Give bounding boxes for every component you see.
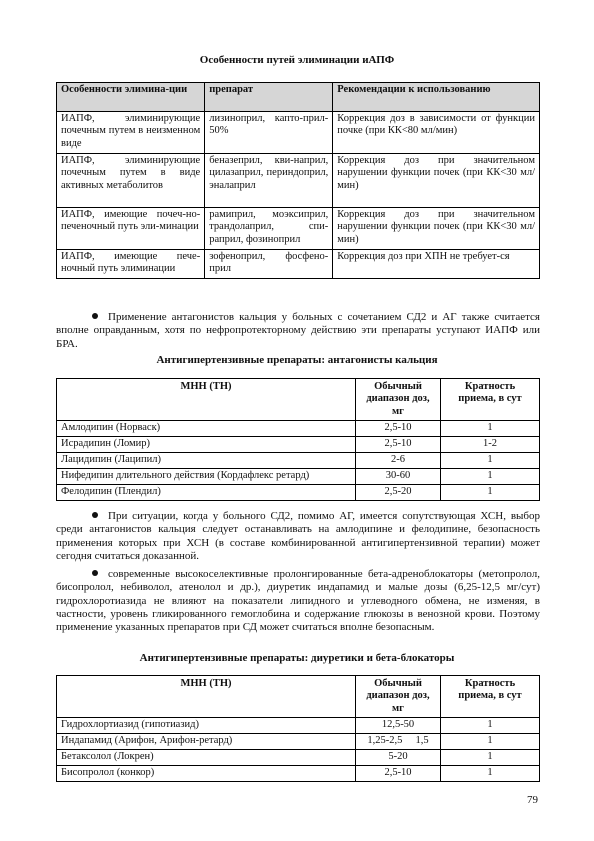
table-cell: Фелодипин (Плендил): [57, 484, 356, 500]
diuretics-betablockers-table: [56, 675, 540, 782]
page-number: 79: [527, 794, 538, 806]
table-cell: 1: [441, 484, 540, 500]
paragraph: [56, 568, 540, 634]
table-cell: Исрадипин (Ломир): [57, 436, 356, 452]
bullet-icon: [92, 570, 98, 576]
table-cell: Амлодипин (Норваск): [57, 420, 356, 436]
table-cell: Индапамид (Арифон, Арифон-ретард): [57, 733, 356, 749]
header-cell: Особенности элимина-ции: [57, 83, 205, 112]
table-cell: 1: [441, 468, 540, 484]
table-row: [57, 749, 540, 765]
table-row: [57, 717, 540, 733]
table-header-row: [57, 379, 540, 421]
table-cell: 2-6: [356, 452, 441, 468]
table-cell: 1: [441, 765, 540, 781]
table-cell: 2,5-10: [356, 765, 441, 781]
elimination-table: [56, 82, 540, 279]
header-cell: Рекомендации к использованию: [333, 83, 540, 112]
table-cell: ИАПФ, имеющие пече-ночный путь элиминации: [57, 250, 205, 279]
table-cell: зофеноприл, фосфено-прил: [205, 250, 333, 279]
table-cell: 1-2: [441, 436, 540, 452]
bullet-icon: [92, 313, 98, 319]
header-cell: МНН (ТН): [57, 676, 356, 718]
table-row: [57, 112, 540, 154]
table-cell: Бисопролол (конкор): [57, 765, 356, 781]
table-cell: Коррекция доз при ХПН не требует-ся: [333, 250, 540, 279]
table-cell: 1,25-2,5 1,5: [356, 733, 441, 749]
table-cell: Нифедипин длительного действия (Кордафлекс ретард): [57, 468, 356, 484]
table-row: [57, 733, 540, 749]
paragraph-text: Применение антагонистов кальция у больных с сочетанием СД2 и АГ также считается вполне оправданным, хотя по нефропротекторному действию эти препараты уступают ИАПФ или БРА.: [56, 311, 540, 350]
table-cell: 12,5-50: [356, 717, 441, 733]
header-cell: МНН (ТН): [57, 379, 356, 421]
table-cell: 1: [441, 749, 540, 765]
table-cell: Коррекция доз при значительном нарушении функции почек (при КК<30 мл/мин): [333, 154, 540, 208]
table-cell: ИАПФ, элиминирующие почечным путем в неизменном виде: [57, 112, 205, 154]
table-cell: Лацидипин (Лаципил): [57, 452, 356, 468]
table-row: [57, 484, 540, 500]
table-cell: лизиноприл, капто-прил- 50%: [205, 112, 333, 154]
table-cell: рамиприл, моэксиприл, трандолаприл, спи-раприл, фозиноприл: [205, 208, 333, 250]
table-cell: Бетаксолол (Локрен): [57, 749, 356, 765]
table-header-row: [57, 83, 540, 112]
paragraph-text: При ситуации, когда у больного СД2, помимо АГ, имеется сопутствующая ХСН, выбор среди антагонистов кальция следует останавливать на амлодипине и фелодипине, безопасность применения которых при ХСН (в составе комбинированной антигипертензивной терапии) может сегодня считаться доказанной.: [56, 510, 540, 562]
header-cell: Обычный диапазон доз, мг: [356, 676, 441, 718]
table-row: [57, 250, 540, 279]
table-cell: 1: [441, 733, 540, 749]
header-cell: Кратность приема, в сут: [441, 676, 540, 718]
table-cell: 5-20: [356, 749, 441, 765]
paragraph-text: современные высокоселективные пролонгированные бета-адреноблокаторы (метопролол, бисопролол, небиволол, атенолол и др.), диуретик индапамид и малые дозы (6,25-12,5 мг/сут) гидрохлоротиазида не влияют на показатели липидного и углеводного обмена, не изменяя, в частности, уровень гликированного гемоглобина и содержание глюкозы в венозной крови. Поэтому применение указанных препаратов при СД может считаться вполне безопасным.: [56, 568, 540, 634]
table-row: [57, 468, 540, 484]
table-cell: ИАПФ, имеющие почеч-но-печеночный путь эли-минации: [57, 208, 205, 250]
table-row: [57, 452, 540, 468]
table-cell: ИАПФ, элиминирующие почечным путем в виде активных метаболитов: [57, 154, 205, 208]
table2-title: Антигипертензивные препараты: антагонисты кальция: [156, 354, 438, 366]
table-cell: Коррекция доз при значительном нарушении функции почек (при КК<30 мл/мин): [333, 208, 540, 250]
table-cell: 30-60: [356, 468, 441, 484]
table1-title: Особенности путей элиминации иАПФ: [199, 54, 395, 66]
table-cell: беназеприл, кви-наприл, цилазаприл, периндоприл, эналаприл: [205, 154, 333, 208]
table-row: [57, 436, 540, 452]
paragraph: [56, 510, 540, 563]
table-cell: 1: [441, 452, 540, 468]
table-cell: 1: [441, 717, 540, 733]
table-header-row: [57, 676, 540, 718]
table-cell: Коррекция доз в зависимости от функции почке (при КК<80 мл/мин): [333, 112, 540, 154]
table-cell: Гидрохлортиазид (гипотиазид): [57, 717, 356, 733]
table-row: [57, 765, 540, 781]
table3-title: Антигипертензивные препараты: диуретики и бета-блокаторы: [139, 652, 455, 664]
table-row: [57, 208, 540, 250]
table-row: [57, 154, 540, 208]
header-cell: Кратность приема, в сут: [441, 379, 540, 421]
table-cell: 2,5-20: [356, 484, 441, 500]
paragraph: [56, 311, 540, 351]
header-cell: препарат: [205, 83, 333, 112]
table-cell: 2,5-10: [356, 420, 441, 436]
table-cell: 2,5-10: [356, 436, 441, 452]
table-cell: 1: [441, 420, 540, 436]
bullet-icon: [92, 512, 98, 518]
table-row: [57, 420, 540, 436]
calcium-antagonists-table: [56, 378, 540, 501]
header-cell: Обычный диапазон доз, мг: [356, 379, 441, 421]
